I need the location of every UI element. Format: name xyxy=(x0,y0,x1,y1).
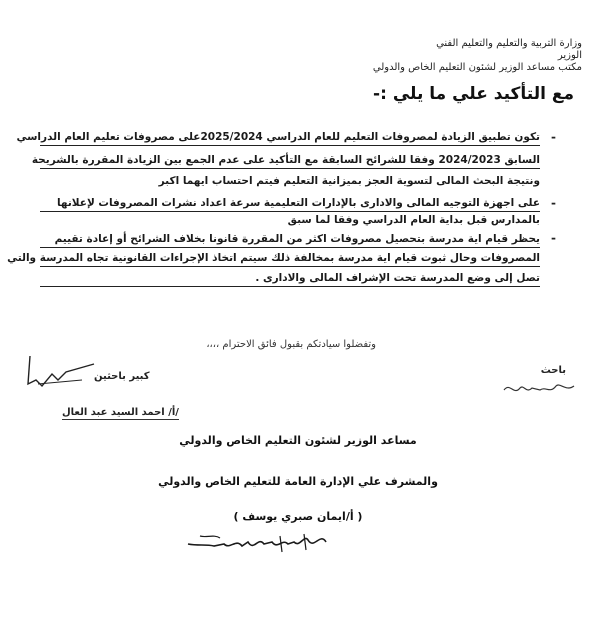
bullet-2: - xyxy=(551,196,556,210)
paragraph-3-line-1: يحظر قيام اية مدرسة بتحصيل مصروفات اكثر من المقررة قانونا بخلاف الشرائح أو إعادة تقييم xyxy=(40,232,540,248)
signatory-signature xyxy=(184,524,334,558)
senior-researcher-label: كبير باحثين xyxy=(94,371,150,382)
paragraph-2-line-2: بالمدارس قبل بداية العام الدراسي وفقا لما سبق xyxy=(287,214,540,226)
ministry-header: وزارة التربية والتعليم والتعليم الفني xyxy=(436,38,582,49)
senior-researcher-signature xyxy=(22,350,102,390)
bullet-3: - xyxy=(551,231,556,245)
minister-header: الوزير xyxy=(557,50,582,61)
closing-line: وتفضلوا سيادتكم بقبول فائق الاحترام ،،،، xyxy=(206,339,376,350)
senior-researcher-name: /أ/ احمد السيد عبد العال xyxy=(62,407,179,418)
paragraph-2-line-1: على اجهزة التوجيه المالى والادارى بالإدارات التعليمية سرعة اعداد نشرات المصروفات لإعلانها xyxy=(40,196,540,212)
researcher-label: باحث xyxy=(540,365,566,376)
paragraph-1-line-1: تكون تطبيق الزيادة لمصروفات التعليم للعام الدراسي 2025/2024على مصروفات تعليم العام الدراسي xyxy=(40,130,540,146)
office-header: مكتب مساعد الوزير لشئون التعليم الخاص والدولي xyxy=(372,62,582,73)
signatory-name: ( أ/ايمان صبري يوسف ) xyxy=(233,510,363,523)
paragraph-1-line-2: السابق 2024/2023 وفقا للشرائح السابقة مع التأكيد على عدم الجمع بين الزيادة المقررة بالشريحة xyxy=(40,153,540,169)
researcher-signature xyxy=(500,376,580,400)
document-heading: مع التأكيد علي ما يلي :- xyxy=(373,84,574,104)
supervisor-title: والمشرف علي الإدارة العامة للتعليم الخاص والدولي xyxy=(158,475,438,488)
bullet-1: - xyxy=(551,130,556,144)
deputy-minister-title: مساعد الوزير لشئون التعليم الخاص والدولي xyxy=(179,434,417,447)
paragraph-3-line-3: تصل إلى وضع المدرسة تحت الإشراف المالى والادارى . xyxy=(40,271,540,287)
paragraph-3-line-2: المصروفات وحال ثبوت قيام اية مدرسة بمخالفة ذلك سيتم اتخاذ الإجراءات القانونية تجاه المدرسة والتي xyxy=(40,251,540,267)
paragraph-1-line-3: ونتيجة البحث المالى لتسوية العجز بميزانية التعليم فيتم احتساب ايهما اكبر xyxy=(158,175,540,187)
